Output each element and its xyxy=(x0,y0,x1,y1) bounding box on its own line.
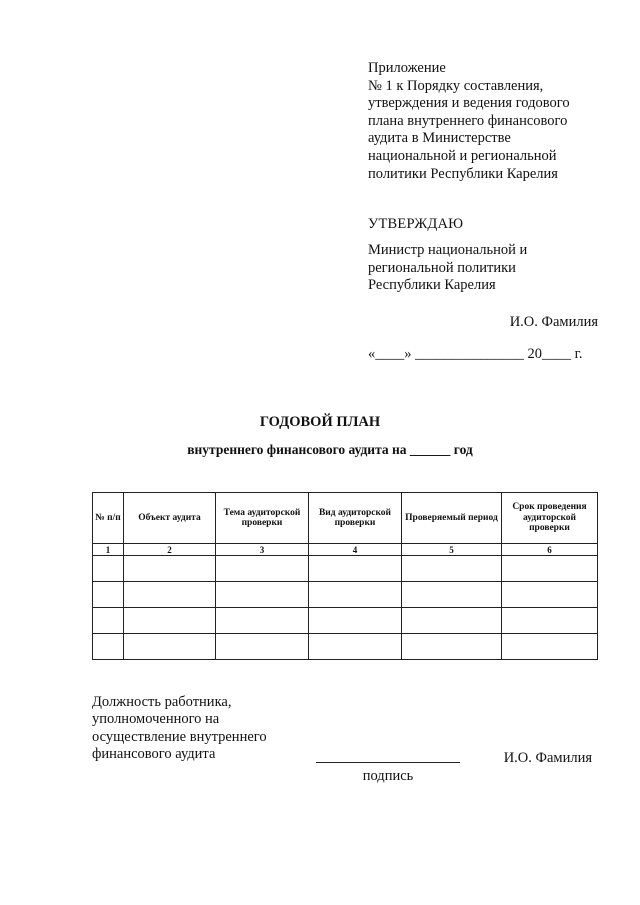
header-cell-audit-type: Вид аудиторской проверки xyxy=(309,493,402,544)
table-cell xyxy=(216,556,309,582)
signature-label: подпись xyxy=(362,768,414,784)
auditor-position-line: уполномоченного на xyxy=(92,711,220,728)
column-number-cell: 1 xyxy=(93,544,124,556)
table-cell xyxy=(93,634,124,660)
header-cell-deadline: Срок проведения аудиторской проверки xyxy=(502,493,598,544)
appendix-line: утверждения и ведения годового xyxy=(368,95,570,112)
table-cell xyxy=(502,608,598,634)
column-number-cell: 4 xyxy=(309,544,402,556)
auditor-position xyxy=(92,694,312,764)
table-cell xyxy=(502,634,598,660)
table-cell xyxy=(402,608,502,634)
column-number-cell: 2 xyxy=(124,544,216,556)
table-cell xyxy=(93,608,124,634)
header-cell-number: № п/п xyxy=(93,493,124,544)
column-number-cell: 5 xyxy=(402,544,502,556)
appendix-line: № 1 к Порядку составления, xyxy=(368,77,544,94)
approver-position-line: Министр национальной и xyxy=(368,242,528,258)
table-cell xyxy=(402,634,502,660)
approval-label: УТВЕРЖДАЮ xyxy=(368,216,464,232)
table-cell xyxy=(93,556,124,582)
table-cell xyxy=(124,582,216,608)
appendix-line: аудита в Министерстве xyxy=(368,130,511,147)
auditor-position-line: финансового аудита xyxy=(92,746,216,763)
table-cell xyxy=(402,582,502,608)
table-cell xyxy=(124,556,216,582)
table-cell xyxy=(502,582,598,608)
header-cell-topic: Тема аудиторской проверки xyxy=(216,493,309,544)
table-row xyxy=(93,556,598,582)
table-cell xyxy=(309,634,402,660)
document-title: ГОДОВОЙ ПЛАН xyxy=(259,414,381,430)
table-cell xyxy=(309,608,402,634)
table-row xyxy=(93,634,598,660)
table-column-numbers-row xyxy=(93,544,598,556)
approver-name: И.О. Фамилия xyxy=(509,314,598,330)
table-cell xyxy=(309,582,402,608)
table-cell xyxy=(402,556,502,582)
table-row xyxy=(93,608,598,634)
appendix-line: политики Республики Карелия xyxy=(368,165,558,182)
header-cell-period: Проверяемый период xyxy=(402,493,502,544)
table-cell xyxy=(124,608,216,634)
auditor-position-line: осуществление внутреннего xyxy=(92,728,267,745)
approver-position xyxy=(368,242,608,295)
table-cell xyxy=(502,556,598,582)
column-number-cell: 6 xyxy=(502,544,598,556)
auditor-name: И.О. Фамилия xyxy=(503,750,592,766)
table-cell xyxy=(309,556,402,582)
appendix-note xyxy=(368,60,618,183)
table-row xyxy=(93,582,598,608)
header-cell-audit-object: Объект аудита xyxy=(124,493,216,544)
auditor-position-line: Должность работника, xyxy=(92,694,232,710)
approver-position-line: региональной политики xyxy=(368,259,516,276)
appendix-line: национальной и региональной xyxy=(368,147,557,164)
appendix-line: плана внутреннего финансового xyxy=(368,112,568,129)
appendix-line: Приложение xyxy=(368,60,446,76)
signature-line xyxy=(316,762,460,763)
table-cell xyxy=(216,608,309,634)
approval-date-line: «____» _______________ 20____ г. xyxy=(368,346,583,362)
table-cell xyxy=(124,634,216,660)
table-cell xyxy=(93,582,124,608)
table-header-row xyxy=(93,493,598,544)
approver-position-line: Республики Карелия xyxy=(368,277,496,294)
document-subtitle: внутреннего финансового аудита на ______ год xyxy=(187,442,473,457)
column-number-cell: 3 xyxy=(216,544,309,556)
table-cell xyxy=(216,582,309,608)
table-cell xyxy=(216,634,309,660)
audit-plan-table xyxy=(92,492,598,660)
